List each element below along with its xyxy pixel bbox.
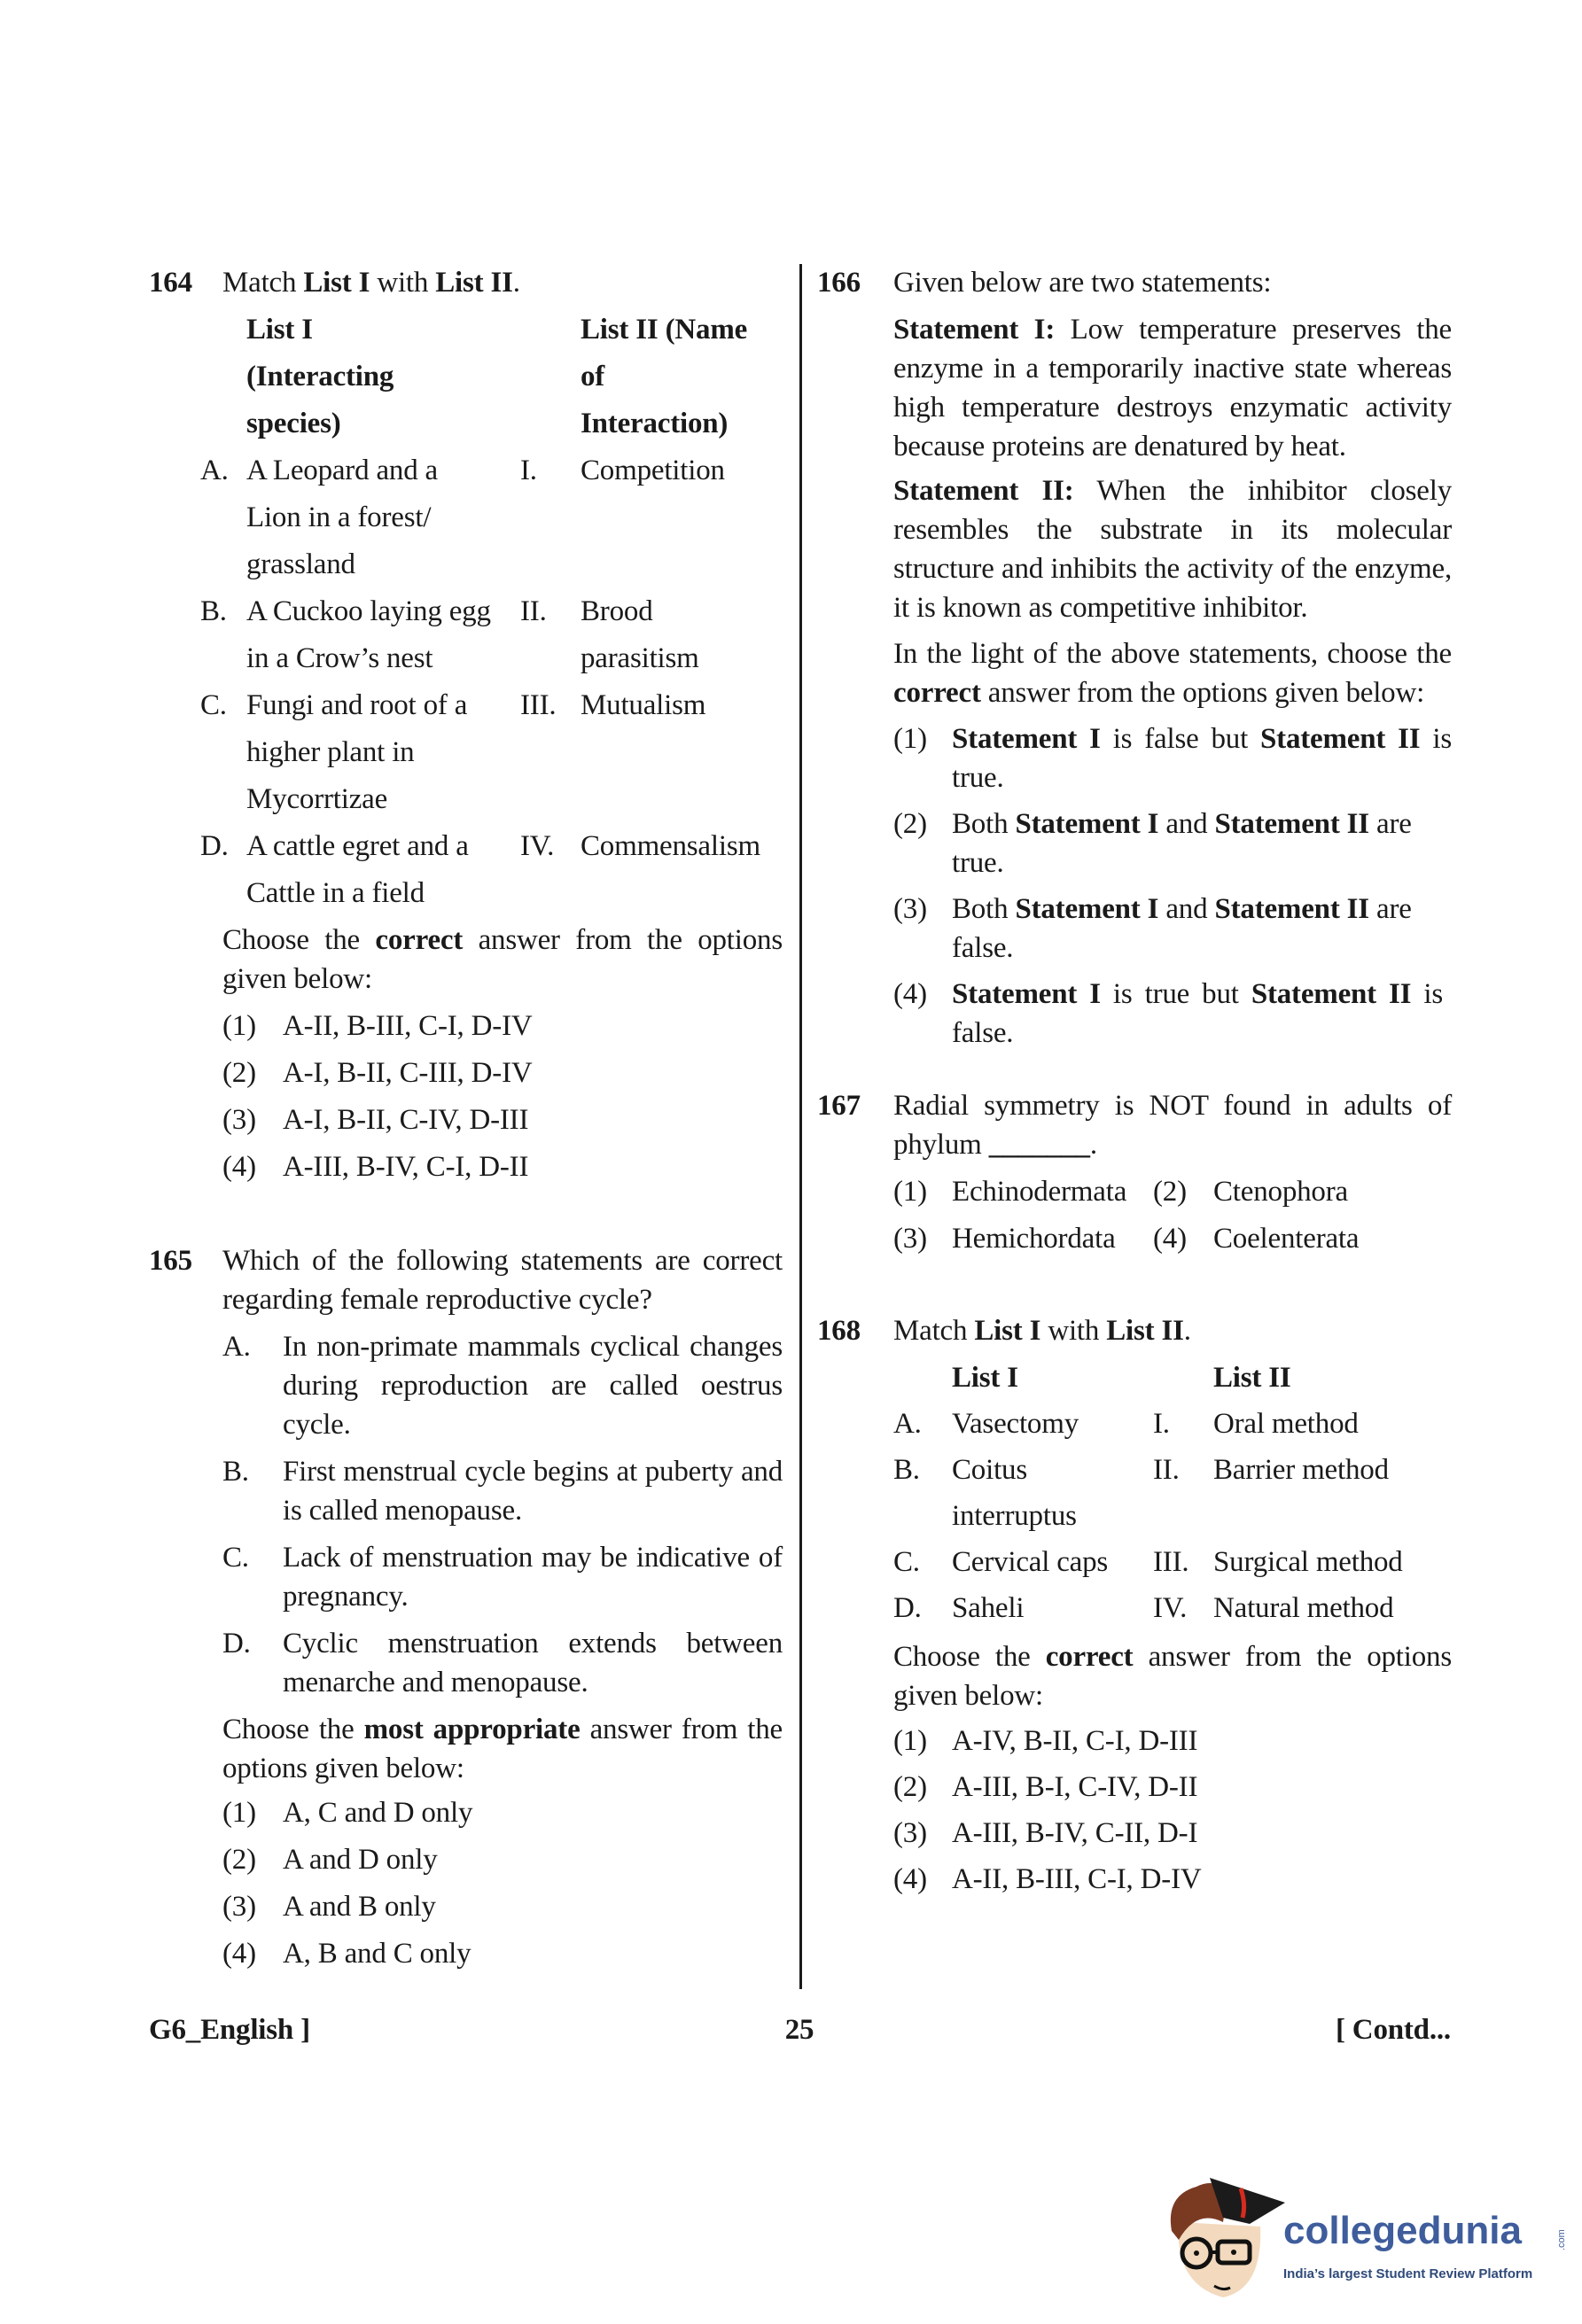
text: Choose the bbox=[222, 924, 376, 956]
list1-header: List I bbox=[952, 1362, 1018, 1394]
statement bbox=[222, 1624, 783, 1702]
right-column bbox=[817, 260, 1452, 1902]
bold-text: Statement I bbox=[1015, 808, 1159, 840]
option-number: (1) bbox=[222, 1797, 256, 1829]
text: Choose the bbox=[222, 1714, 364, 1745]
option-number: (1) bbox=[222, 1010, 256, 1042]
text: . bbox=[1089, 1129, 1097, 1161]
option[interactable] bbox=[222, 1884, 783, 1931]
row-item: A cattle egret and a Cattle in a field bbox=[246, 830, 469, 909]
list2-header: List II (Name of Interaction) bbox=[581, 314, 748, 439]
choose-instruction bbox=[893, 634, 1452, 712]
bold-text: Statement II bbox=[1260, 723, 1421, 755]
option-number: (4) bbox=[893, 1863, 927, 1895]
choose-instruction bbox=[222, 1710, 783, 1788]
row-roman: II. bbox=[520, 595, 547, 627]
text: with bbox=[370, 267, 436, 299]
text: Match bbox=[222, 267, 304, 299]
option-number: (4) bbox=[222, 1151, 256, 1183]
row-match: Commensalism bbox=[581, 830, 760, 862]
option[interactable] bbox=[222, 1003, 783, 1050]
option-number: (2) bbox=[222, 1844, 256, 1876]
option-text: A-III, B-IV, C-I, D-II bbox=[283, 1151, 529, 1183]
statement-letter: D. bbox=[222, 1628, 251, 1659]
bold-text: correct bbox=[893, 677, 981, 709]
row-letter: D. bbox=[893, 1592, 922, 1624]
statement-label: Statement II: bbox=[893, 475, 1074, 507]
question-number: 167 bbox=[817, 1090, 861, 1122]
text: is true. bbox=[952, 723, 1452, 794]
list2-header: List II bbox=[1213, 1362, 1291, 1394]
options-list bbox=[222, 1003, 783, 1191]
option-number: (3) bbox=[893, 1223, 927, 1255]
text: Radial symmetry is NOT found in adults of phylum bbox=[893, 1090, 1452, 1161]
row-letter: D. bbox=[200, 830, 229, 862]
bold-text: Statement II bbox=[1251, 978, 1412, 1010]
statement bbox=[222, 1327, 783, 1444]
blank: _______ bbox=[988, 1129, 1090, 1161]
match-table bbox=[200, 307, 783, 917]
text: answer from the options given below: bbox=[222, 924, 783, 995]
option-number: (1) bbox=[893, 723, 927, 755]
statement bbox=[222, 1452, 783, 1530]
option-text[interactable]: Ctenophora bbox=[1213, 1176, 1348, 1208]
row-roman: I. bbox=[520, 455, 537, 486]
row-item: Coitus interruptus bbox=[952, 1454, 1077, 1532]
option-text: A-I, B-II, C-III, D-IV bbox=[283, 1057, 533, 1089]
option-number: (3) bbox=[222, 1104, 256, 1136]
statement-text: First menstrual cycle begins at puberty and is called menopause. bbox=[283, 1456, 783, 1527]
option[interactable] bbox=[222, 1144, 783, 1191]
mascot-icon bbox=[1161, 2169, 1285, 2302]
options-list bbox=[893, 1718, 1452, 1902]
option-text: A-III, B-I, C-IV, D-II bbox=[952, 1771, 1198, 1803]
text: with bbox=[1040, 1315, 1107, 1347]
question-166 bbox=[817, 260, 1452, 1053]
option-number: (3) bbox=[222, 1891, 256, 1923]
bold-text: Statement I bbox=[952, 978, 1101, 1010]
row-match: Brood parasitism bbox=[581, 595, 699, 674]
row-letter: C. bbox=[200, 689, 227, 721]
option[interactable] bbox=[893, 804, 1425, 882]
collegedunia-logo bbox=[1161, 2162, 1578, 2321]
row-roman: III. bbox=[520, 689, 557, 721]
row-item: Cervical caps bbox=[952, 1546, 1109, 1578]
row-letter: B. bbox=[200, 595, 227, 627]
row-match: Natural method bbox=[1213, 1592, 1394, 1624]
option-number: (2) bbox=[1153, 1176, 1187, 1208]
question-text bbox=[222, 260, 520, 307]
option-number: (1) bbox=[893, 1725, 927, 1757]
row-match: Competition bbox=[581, 455, 725, 486]
options-list bbox=[222, 1790, 783, 1978]
text: answer from the options given below: bbox=[980, 677, 1425, 709]
column-divider bbox=[799, 264, 802, 1989]
row-item: A Leopard and a Lion in a forest/ grassland bbox=[246, 455, 438, 580]
row-item: Fungi and root of a higher plant in Mycorrtizae bbox=[246, 689, 468, 815]
option-text: A and D only bbox=[283, 1844, 438, 1876]
statement-letter: C. bbox=[222, 1542, 249, 1574]
statement-1 bbox=[893, 310, 1452, 466]
row-match: Barrier method bbox=[1213, 1454, 1389, 1486]
question-number: 165 bbox=[149, 1245, 192, 1277]
option-number: (2) bbox=[222, 1057, 256, 1089]
option-number: (4) bbox=[222, 1938, 256, 1970]
option-text: A-I, B-II, C-IV, D-III bbox=[283, 1104, 529, 1136]
option-number: (4) bbox=[893, 978, 927, 1010]
q164-body bbox=[200, 307, 783, 1191]
option[interactable] bbox=[222, 1931, 783, 1978]
bold-text: Statement II bbox=[1214, 893, 1369, 925]
option-number: (3) bbox=[893, 1817, 927, 1849]
choose-instruction bbox=[222, 921, 783, 999]
question-text bbox=[893, 1086, 1452, 1164]
option-text: A, B and C only bbox=[283, 1938, 471, 1970]
question-167 bbox=[817, 1086, 1452, 1263]
option[interactable] bbox=[893, 975, 1443, 1053]
bold-text: List II bbox=[435, 267, 513, 299]
option-text: A-III, B-IV, C-II, D-I bbox=[952, 1817, 1198, 1849]
bold-text: List I bbox=[303, 267, 370, 299]
question-text: Which of the following statements are correct regarding female reproductive cycle? bbox=[222, 1245, 783, 1316]
row-roman: IV. bbox=[520, 830, 555, 862]
option[interactable] bbox=[222, 1790, 783, 1837]
question-number: 164 bbox=[149, 267, 192, 299]
row-letter: A. bbox=[200, 455, 229, 486]
row-letter: B. bbox=[893, 1454, 920, 1486]
option-number: (2) bbox=[893, 1771, 927, 1803]
choose-instruction bbox=[893, 1637, 1452, 1715]
text: Choose the bbox=[893, 1641, 1046, 1673]
text: are false. bbox=[952, 893, 1412, 964]
option-number: (1) bbox=[893, 1176, 927, 1208]
bold-text: correct bbox=[1045, 1641, 1134, 1673]
row-letter: C. bbox=[893, 1546, 920, 1578]
bold-text: List II bbox=[1106, 1315, 1184, 1347]
statement-text: Low temperature preserves the enzyme in a temporarily inactive state whereas high temperature destroys enzymatic activity because proteins are denatured by heat. bbox=[893, 314, 1453, 462]
row-item: Saheli bbox=[952, 1592, 1025, 1624]
text: Both bbox=[952, 808, 1016, 840]
statement-text: Cyclic menstruation extends between menarche and menopause. bbox=[283, 1628, 783, 1698]
row-match: Surgical method bbox=[1213, 1546, 1403, 1578]
option[interactable] bbox=[222, 1097, 783, 1144]
row-roman: II. bbox=[1153, 1454, 1180, 1486]
statement-label: Statement I: bbox=[893, 314, 1056, 346]
options-grid bbox=[893, 1169, 1452, 1263]
option[interactable] bbox=[222, 1837, 783, 1884]
statement-letter: B. bbox=[222, 1456, 249, 1488]
row-item: Vasectomy bbox=[952, 1408, 1079, 1440]
text: is false but bbox=[1100, 723, 1261, 755]
text: are true. bbox=[952, 808, 1412, 879]
option-text[interactable]: Hemichordata bbox=[952, 1223, 1116, 1255]
statement-letter: A. bbox=[222, 1331, 251, 1363]
question-text: Given below are two statements: bbox=[893, 267, 1272, 299]
text: and bbox=[1158, 808, 1215, 840]
statement bbox=[222, 1538, 783, 1616]
option-text: A-IV, B-II, C-I, D-III bbox=[952, 1725, 1198, 1757]
question-text bbox=[893, 1308, 1452, 1355]
question-block bbox=[222, 1241, 783, 1978]
text: is true but bbox=[1100, 978, 1251, 1010]
option-number: (3) bbox=[893, 893, 927, 925]
statement-text: When the inhibitor closely resembles the substrate in its molecular structure and inhibits the activity of the enzyme, it is known as competitive inhibitor. bbox=[893, 475, 1453, 624]
row-roman: IV. bbox=[1153, 1592, 1188, 1624]
text: Match bbox=[893, 1315, 975, 1347]
row-letter: A. bbox=[893, 1408, 922, 1440]
row-roman: I. bbox=[1153, 1408, 1170, 1440]
bold-text: List I bbox=[974, 1315, 1041, 1347]
match-table bbox=[893, 1355, 1452, 1631]
option[interactable] bbox=[893, 1718, 1452, 1764]
text: answer from the options given below: bbox=[222, 1714, 783, 1784]
bold-text: most appropriate bbox=[363, 1714, 581, 1745]
statement-text: In non-primate mammals cyclical changes during reproduction are called oestrus cycle. bbox=[283, 1331, 783, 1441]
statement-text: Lack of menstruation may be indicative of pregnancy. bbox=[283, 1542, 783, 1613]
logo-wordmark: collegedunia bbox=[1283, 2209, 1522, 2252]
question-number: 166 bbox=[817, 267, 861, 299]
statement-2 bbox=[893, 471, 1452, 627]
logo-tagline: India’s largest Student Review Platform bbox=[1283, 2266, 1533, 2281]
option-text[interactable]: Echinodermata bbox=[952, 1176, 1127, 1208]
text: is false. bbox=[952, 978, 1444, 1049]
bold-text: Statement I bbox=[1015, 893, 1159, 925]
option[interactable] bbox=[222, 1050, 783, 1097]
bold-text: Statement I bbox=[952, 723, 1101, 755]
logo-suffix: .com bbox=[1556, 2229, 1567, 2250]
option-text: A-II, B-III, C-I, D-IV bbox=[952, 1863, 1202, 1895]
option[interactable] bbox=[893, 890, 1425, 968]
question-number: 168 bbox=[817, 1315, 861, 1347]
option-text[interactable]: Coelenterata bbox=[1213, 1223, 1360, 1255]
option-text: A and B only bbox=[283, 1891, 436, 1923]
bold-text: Statement II bbox=[1214, 808, 1369, 840]
text: . bbox=[1183, 1315, 1191, 1347]
page-number: 25 bbox=[784, 2014, 814, 2046]
row-match: Mutualism bbox=[581, 689, 706, 721]
row-match: Oral method bbox=[1213, 1408, 1359, 1440]
text: and bbox=[1158, 893, 1215, 925]
option[interactable] bbox=[893, 719, 1452, 797]
option-number: (2) bbox=[893, 808, 927, 840]
bold-text: correct bbox=[375, 924, 464, 956]
option-text: A-II, B-III, C-I, D-IV bbox=[283, 1010, 533, 1042]
row-item: A Cuckoo laying egg in a Crow’s nest bbox=[246, 595, 491, 674]
option-text: A, C and D only bbox=[283, 1797, 473, 1829]
option[interactable] bbox=[893, 1856, 1452, 1902]
text: Both bbox=[952, 893, 1016, 925]
option[interactable] bbox=[893, 1810, 1452, 1856]
option[interactable] bbox=[893, 1764, 1452, 1810]
text: In the light of the above statements, choose the bbox=[893, 638, 1452, 670]
option-number: (4) bbox=[1153, 1223, 1187, 1255]
text: . bbox=[512, 267, 520, 299]
text: answer from the options given below: bbox=[893, 1641, 1452, 1712]
list1-header: List I (Interacting species) bbox=[246, 314, 394, 439]
footer-paper-code: G6_English ] bbox=[149, 2014, 310, 2046]
question-168 bbox=[817, 1308, 1452, 1902]
footer-contd: [ Contd... bbox=[1335, 2014, 1451, 2046]
row-roman: III. bbox=[1153, 1546, 1189, 1578]
